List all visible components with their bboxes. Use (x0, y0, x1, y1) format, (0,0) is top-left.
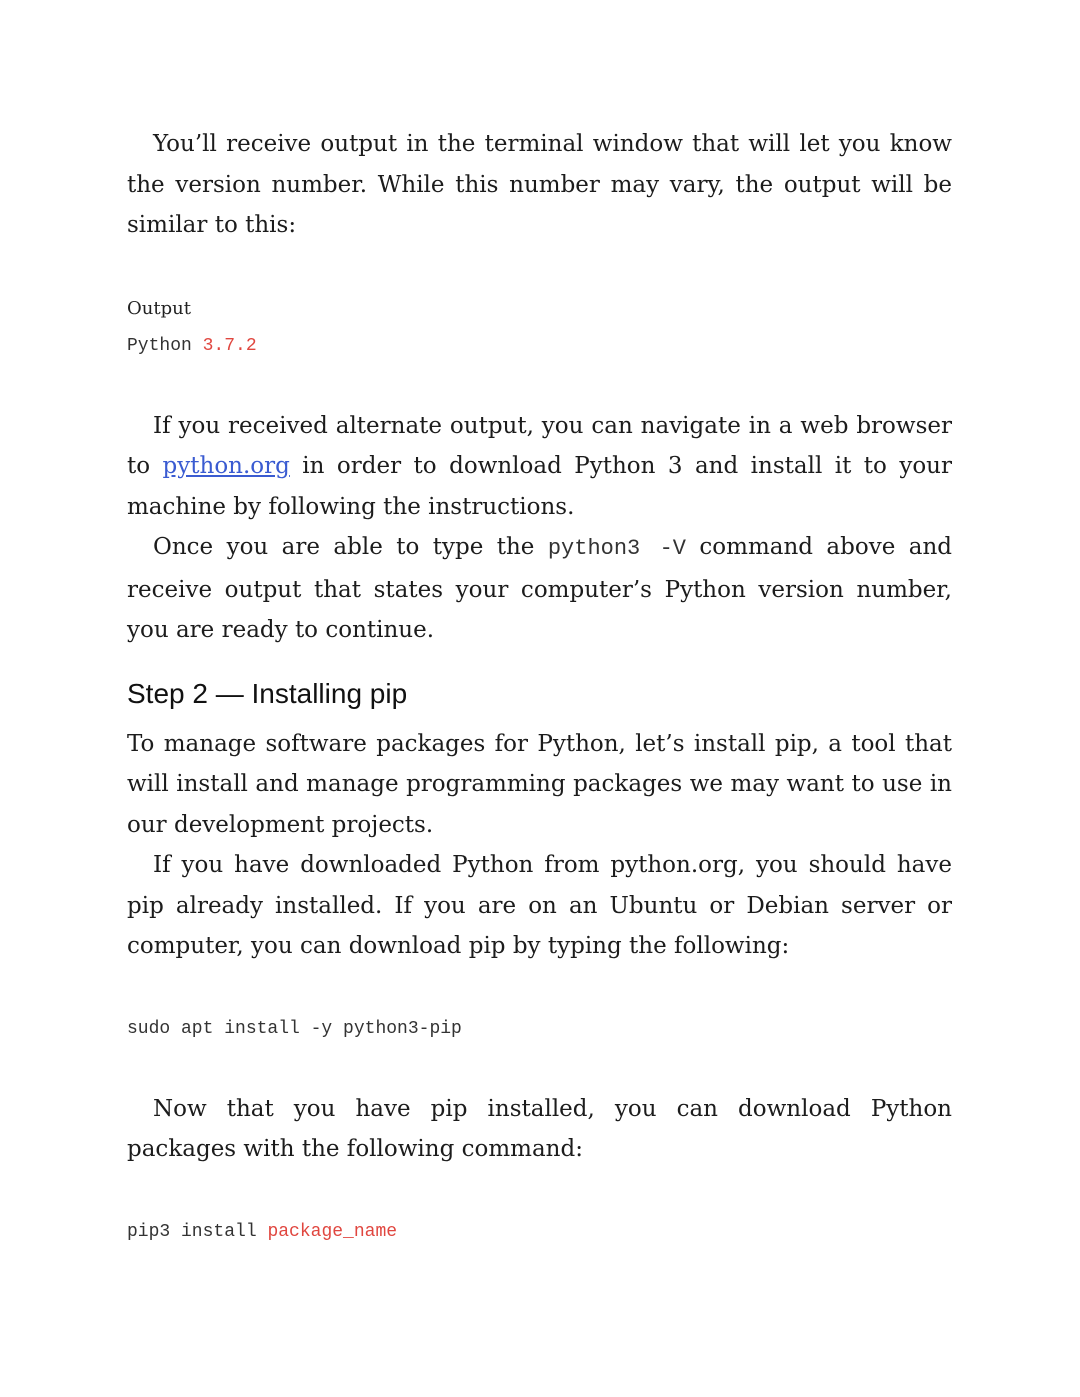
paragraph-install-pip: To manage software packages for Python, let’s install pip, a tool that will install and manage programming packages we may want to use in our development projects. (127, 730, 952, 838)
paragraph-pip-installed: If you have downloaded Python from python.org, you should have pip already installed. If you are on an Ubuntu or Debian server or computer, you can download pip by typing the following: (127, 852, 952, 959)
paragraph-alternate-output (127, 406, 952, 528)
paragraph-alternate-start: If you received alternate output, you can navigate in a web browser to (127, 412, 952, 479)
output-code-version: 3.7.2 (202, 335, 257, 356)
paragraph-command-end: command above and receive output that states your computer’s Python version number, you are ready to continue. (127, 534, 952, 643)
paragraph-version-command (127, 527, 952, 651)
paragraph-alternate-end: in order to download Python 3 and install it to your machine by following the instructions. (127, 453, 952, 520)
pip3-package-name: package_name (267, 1221, 398, 1242)
document-page (127, 124, 952, 1242)
section-heading-step-2: Step 2 — Installing pip (127, 677, 408, 709)
code-block-pip3-install (127, 1222, 952, 1242)
pip3-install-prefix: pip3 install (127, 1221, 268, 1242)
code-block-apt-install: sudo apt install -y python3-pip (127, 1018, 462, 1039)
paragraph-download-packages: Now that you have pip installed, you can download Python packages with the following command: (127, 1095, 952, 1162)
output-label: Output (127, 297, 191, 319)
python-org-link[interactable]: python.org (162, 453, 290, 479)
output-code (127, 336, 952, 356)
paragraph-command-start: Once you are able to type the (153, 534, 548, 560)
output-code-prefix: Python (127, 335, 203, 356)
inline-code-python3-v: python3 -V (547, 536, 686, 561)
paragraph-version-output: You’ll receive output in the terminal window that will let you know the version number. While this number may vary, the output will be similar to this: (127, 131, 952, 238)
